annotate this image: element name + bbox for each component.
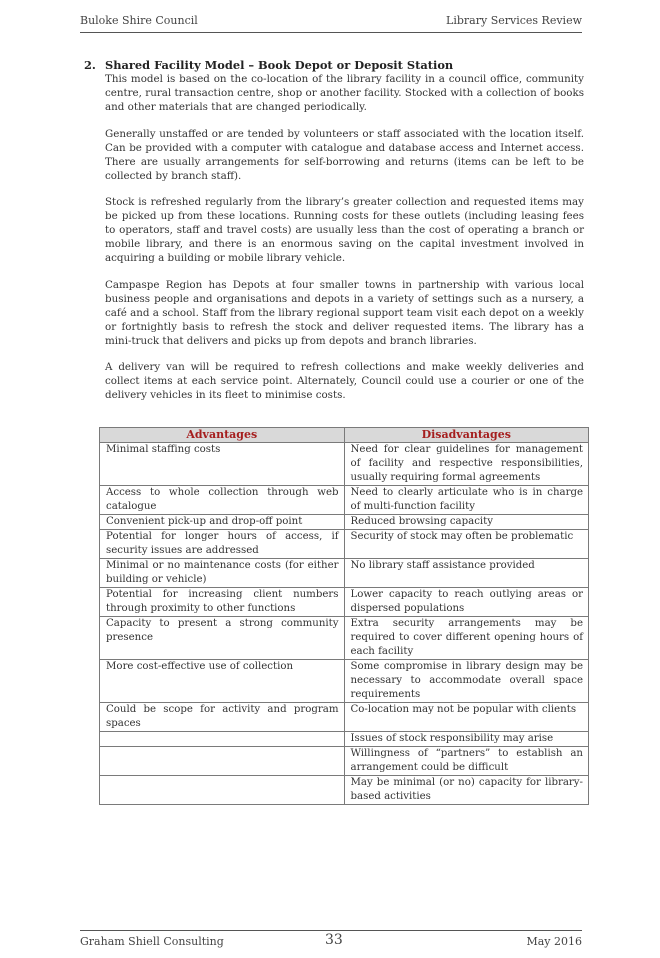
disadvantage-cell: Reduced browsing capacity (344, 515, 589, 530)
table-row (100, 747, 589, 776)
advantage-cell: Access to whole collection through web catalogue (100, 486, 345, 515)
table-row (100, 776, 589, 805)
page-footer (80, 930, 582, 951)
disadvantage-cell: Need to clearly articulate who is in charge of multi-function facility (344, 486, 589, 515)
advantage-cell: Could be scope for activity and program spaces (100, 703, 345, 732)
disadvantage-cell: Extra security arrangements may be required to cover different opening hours of each facility (344, 617, 589, 660)
table-row (100, 559, 589, 588)
footer-date: May 2016 (526, 935, 582, 948)
header-document-title: Library Services Review (446, 14, 582, 27)
advantage-cell: Convenient pick-up and drop-off point (100, 515, 345, 530)
advantages-disadvantages-table (99, 427, 589, 805)
paragraph: A delivery van will be required to refresh collections and make weekly deliveries and collect items at each service point. Alternately, Council could use a courier or one of the delivery vehicles in its fleet to minimise costs. (105, 361, 584, 401)
advantage-cell (100, 732, 345, 747)
advantages-header: Advantages (100, 428, 345, 443)
table-row (100, 732, 589, 747)
table-row (100, 443, 589, 486)
table-row (100, 588, 589, 617)
section-number: 2. (84, 58, 96, 72)
table-row (100, 515, 589, 530)
section-heading (84, 58, 584, 72)
section-body (84, 58, 584, 415)
table-row (100, 703, 589, 732)
disadvantage-cell: Lower capacity to reach outlying areas or dispersed populations (344, 588, 589, 617)
advantage-cell: Capacity to present a strong community presence (100, 617, 345, 660)
page-number: 33 (325, 932, 343, 948)
header-organisation: Buloke Shire Council (80, 14, 198, 27)
disadvantage-cell: Willingness of “partners” to establish an arrangement could be difficult (344, 747, 589, 776)
table-row (100, 486, 589, 515)
paragraph: Campaspe Region has Depots at four smaller towns in partnership with various local business people and organisations and depots in a variety of settings such as a nursery, a café and a school. Staff from the library regional support team visit each depot on a weekly or fortnightly basis to refresh the stock and deliver requested items. The library has a mini-truck that delivers and picks up from depots and branch libraries. (105, 278, 584, 347)
advantage-cell: Potential for increasing client numbers through proximity to other functions (100, 588, 345, 617)
disadvantage-cell: No library staff assistance provided (344, 559, 589, 588)
advantage-cell (100, 747, 345, 776)
paragraph: Stock is refreshed regularly from the library’s greater collection and requested items may be picked up from these locations. Running costs for these outlets (including leasing fees to operators, staff and travel costs) are usually less than the cost of operating a branch or mobile library, and there is an enormous saving on the capital investment involved in acquiring a building or mobile library vehicle. (105, 196, 584, 264)
disadvantages-header: Disadvantages (344, 428, 589, 443)
table-header-row (100, 428, 589, 443)
page-header (80, 14, 582, 33)
paragraph: Generally unstaffed or are tended by volunteers or staff associated with the location itself. Can be provided with a computer with catalogue and database access and Internet access. There are usually arrangements for self-borrowing and returns (items can be left to be collected by branch staff). (105, 127, 584, 182)
advantage-cell: Minimal staffing costs (100, 443, 345, 486)
disadvantage-cell: Co-location may not be popular with clients (344, 703, 589, 732)
table-row (100, 530, 589, 559)
disadvantage-cell: Security of stock may often be problematic (344, 530, 589, 559)
advantage-cell: More cost-effective use of collection (100, 660, 345, 703)
advantage-cell: Potential for longer hours of access, if security issues are addressed (100, 530, 345, 559)
disadvantage-cell: Need for clear guidelines for management of facility and respective responsibilities, usually requiring formal agreements (344, 443, 589, 486)
paragraph: This model is based on the co-location of the library facility in a council office, community centre, rural transaction centre, shop or another facility. Stocked with a collection of books and other materials that are changed periodically. (105, 73, 584, 113)
disadvantage-cell: May be minimal (or no) capacity for library-based activities (344, 776, 589, 805)
disadvantage-cell: Some compromise in library design may be necessary to accommodate overall space requirements (344, 660, 589, 703)
advantage-cell (100, 776, 345, 805)
footer-author: Graham Shiell Consulting (80, 935, 224, 948)
disadvantage-cell: Issues of stock responsibility may arise (344, 732, 589, 747)
advantage-cell: Minimal or no maintenance costs (for either building or vehicle) (100, 559, 345, 588)
table-row (100, 660, 589, 703)
table-row (100, 617, 589, 660)
section-title: Shared Facility Model – Book Depot or Deposit Station (105, 58, 454, 72)
